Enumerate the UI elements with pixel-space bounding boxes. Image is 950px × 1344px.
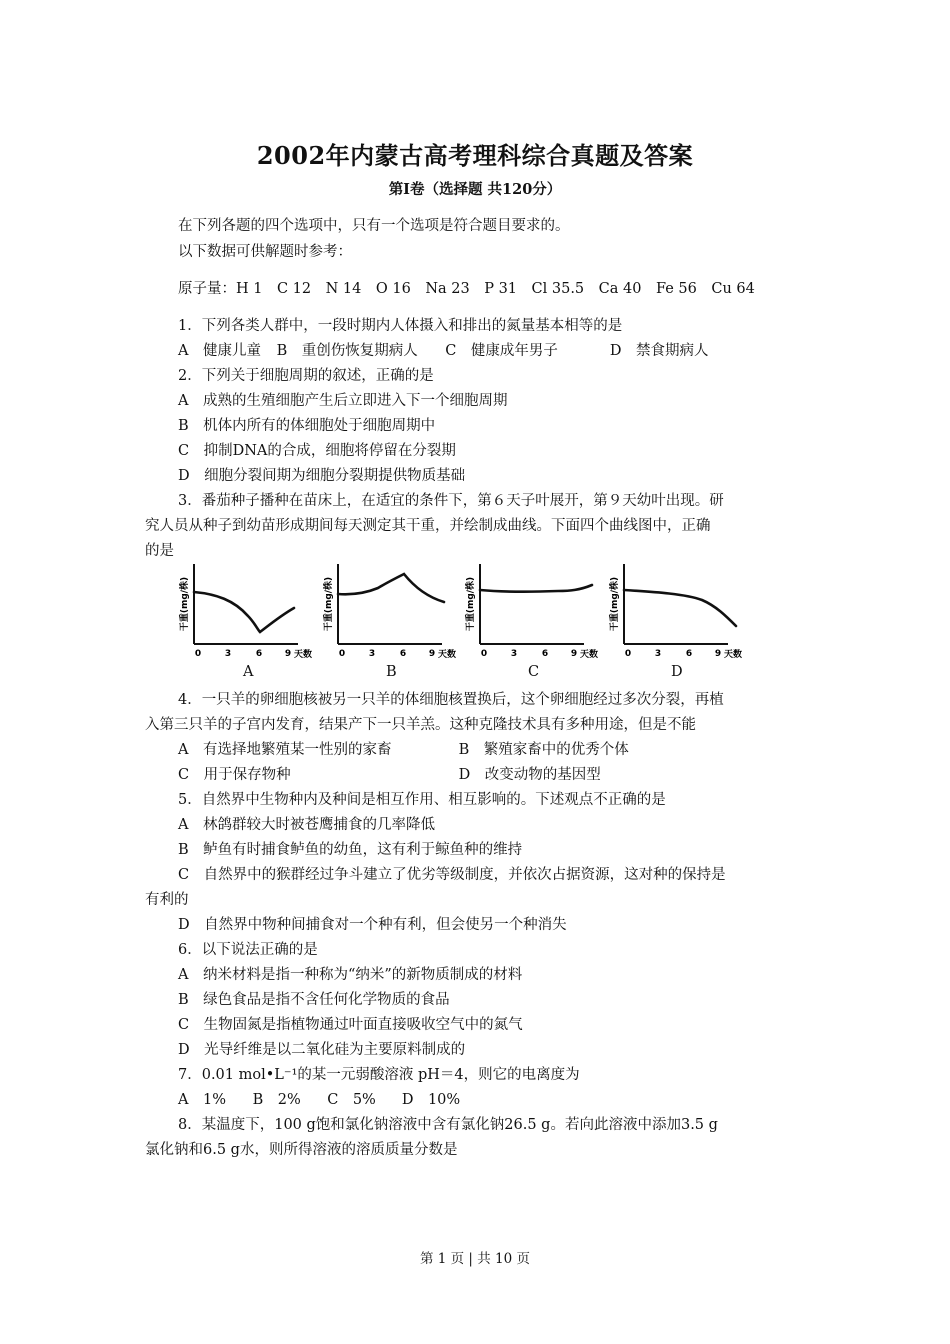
y-axis-label: 干重(mg/株) <box>324 576 334 632</box>
tick-label: 0 <box>194 649 202 659</box>
option-b: B 绿色食品是指不含任何化学物质的食品 <box>178 992 450 1008</box>
graph-svg <box>320 560 470 660</box>
question-stem: 氯化钠和6.5 g水，则所得溶液的溶质质量分数是 <box>145 1142 458 1158</box>
tick-label: 6 <box>255 649 263 659</box>
graph-label-d: D <box>671 664 683 680</box>
tick-label: 6 <box>685 649 693 659</box>
graph-b <box>320 560 470 660</box>
option-c: C 自然界中的猴群经过争斗建立了优劣等级制度，并依次占据资源，这对种的保持是 <box>178 867 726 883</box>
option-a: A 成熟的生殖细胞产生后立即进入下一个细胞周期 <box>178 393 508 409</box>
tick-label: 6 <box>399 649 407 659</box>
option-d: D 10% <box>401 1092 461 1108</box>
option-b: B 鲈鱼有时捕食鲈鱼的幼鱼，这有利于鲸鱼种的维持 <box>178 842 523 858</box>
option-c: C 生物固氮是指植物通过叶面直接吸收空气中的氮气 <box>178 1017 523 1033</box>
graph-c <box>462 560 612 660</box>
option-c: C 5% <box>327 1092 376 1108</box>
option-d: D 光导纤维是以二氧化硅为主要原料制成的 <box>178 1042 466 1058</box>
tick-label: 0 <box>338 649 346 659</box>
tick-label: 6 <box>541 649 549 659</box>
tick-label: 0 <box>624 649 632 659</box>
dry-weight-curve <box>480 585 592 592</box>
option-b: B 2% <box>252 1092 301 1108</box>
y-axis-label: 干重(mg/株) <box>180 576 190 632</box>
graph-a <box>176 560 326 660</box>
graph-svg <box>606 560 756 660</box>
question-stem: 1．下列各类人群中，一段时期内人体摄入和排出的氮量基本相等的是 <box>178 318 623 334</box>
option-c: C 抑制DNA的合成，细胞将停留在分裂期 <box>178 443 456 459</box>
question-stem: 8．某温度下，100 g饱和氯化钠溶液中含有氯化钠26.5 g。若向此溶液中添加3.5 g <box>178 1117 718 1133</box>
x-axis-label: 天数 <box>724 650 743 660</box>
option-c: C 健康成年男子 <box>445 343 558 359</box>
option-b: B 重创伤恢复期病人 <box>276 343 418 359</box>
tick-label: 3 <box>510 649 518 659</box>
option-row <box>178 738 629 759</box>
tick-label: 3 <box>654 649 662 659</box>
y-axis-label: 干重(mg/株) <box>466 576 476 632</box>
page-footer: 第 1 页 | 共 10 页 <box>419 1251 531 1267</box>
question-stem: 的是 <box>145 543 174 559</box>
question-stem: 入第三只羊的子宫内发育，结果产下一只羊羔。这种克隆技术具有多种用途，但是不能 <box>145 717 696 733</box>
tick-label: 9 <box>428 649 436 659</box>
intro-text: 在下列各题的四个选项中，只有一个选项是符合题目要求的。 <box>178 218 570 234</box>
page-title: 2002年内蒙古高考理科综合真题及答案 <box>256 141 694 170</box>
graph-svg <box>462 560 612 660</box>
graph-d <box>606 560 756 660</box>
option-a: A 林鸽群较大时被苍鹰捕食的几率降低 <box>178 817 435 833</box>
tick-label: 9 <box>714 649 722 659</box>
intro-text: 以下数据可供解题时参考： <box>178 244 352 260</box>
tick-label: 9 <box>284 649 292 659</box>
option-d: D 细胞分裂间期为细胞分裂期提供物质基础 <box>178 468 466 484</box>
option-row <box>178 339 708 360</box>
tick-label: 0 <box>480 649 488 659</box>
graph-svg <box>176 560 326 660</box>
graph-label-b: B <box>386 664 397 680</box>
question-stem: 4．一只羊的卵细胞核被另一只羊的体细胞核置换后，这个卵细胞经过多次分裂，再植 <box>178 692 724 708</box>
option-a: A 有选择地繁殖某一性别的家畜 <box>178 742 392 758</box>
dry-weight-curve <box>194 592 294 632</box>
graph-label-c: C <box>528 664 540 680</box>
option-row <box>178 1088 460 1109</box>
x-axis-label: 天数 <box>438 650 457 660</box>
y-axis-label: 干重(mg/株) <box>610 576 620 632</box>
question-stem: 2．下列关于细胞周期的叙述，正确的是 <box>178 368 434 384</box>
tick-label: 3 <box>224 649 232 659</box>
dry-weight-curve <box>624 590 736 626</box>
option-b: B 机体内所有的体细胞处于细胞周期中 <box>178 418 436 434</box>
option-a: A 健康儿童 <box>178 343 261 359</box>
option-d: D 禁食期病人 <box>609 343 709 359</box>
question-stem: 6．以下说法正确的是 <box>178 942 318 958</box>
dry-weight-curve <box>338 574 444 602</box>
tick-label: 9 <box>570 649 578 659</box>
option-c: C 用于保存物种 <box>178 767 291 783</box>
atomic-mass-line: 原子量：H 1 C 12 N 14 O 16 Na 23 P 31 Cl 35.5 Ca 40 Fe 56 Cu 64 <box>178 281 755 297</box>
graph-label-a: A <box>243 664 254 680</box>
x-axis-label: 天数 <box>294 650 313 660</box>
tick-label: 3 <box>368 649 376 659</box>
option-b: B 繁殖家畜中的优秀个体 <box>458 742 629 758</box>
option-d: D 改变动物的基因型 <box>458 767 601 783</box>
option-a: A 1% <box>178 1092 226 1108</box>
question-stem: 5．自然界中生物种内及种间是相互作用、相互影响的。下述观点不正确的是 <box>178 792 666 808</box>
section-title: 第Ⅰ卷（选择题 共120分） <box>388 181 562 198</box>
option-row <box>178 763 601 784</box>
question-stem: 3．番茄种子播种在苗床上，在适宜的条件下，第６天子叶展开，第９天幼叶出现。研 <box>178 493 724 509</box>
option-a: A 纳米材料是指一种称为“纳米”的新物质制成的材料 <box>178 967 523 983</box>
x-axis-label: 天数 <box>580 650 599 660</box>
question-stem: 究人员从种子到幼苗形成期间每天测定其干重，并绘制成曲线。下面四个曲线图中，正确 <box>145 518 711 534</box>
option-d: D 自然界中物种间捕食对一个种有利，但会使另一个种消失 <box>178 917 567 933</box>
option-c-continued: 有利的 <box>145 892 189 908</box>
question-stem: 7．0.01 mol•L⁻¹的某一元弱酸溶液 pH＝4，则它的电离度为 <box>178 1067 580 1083</box>
